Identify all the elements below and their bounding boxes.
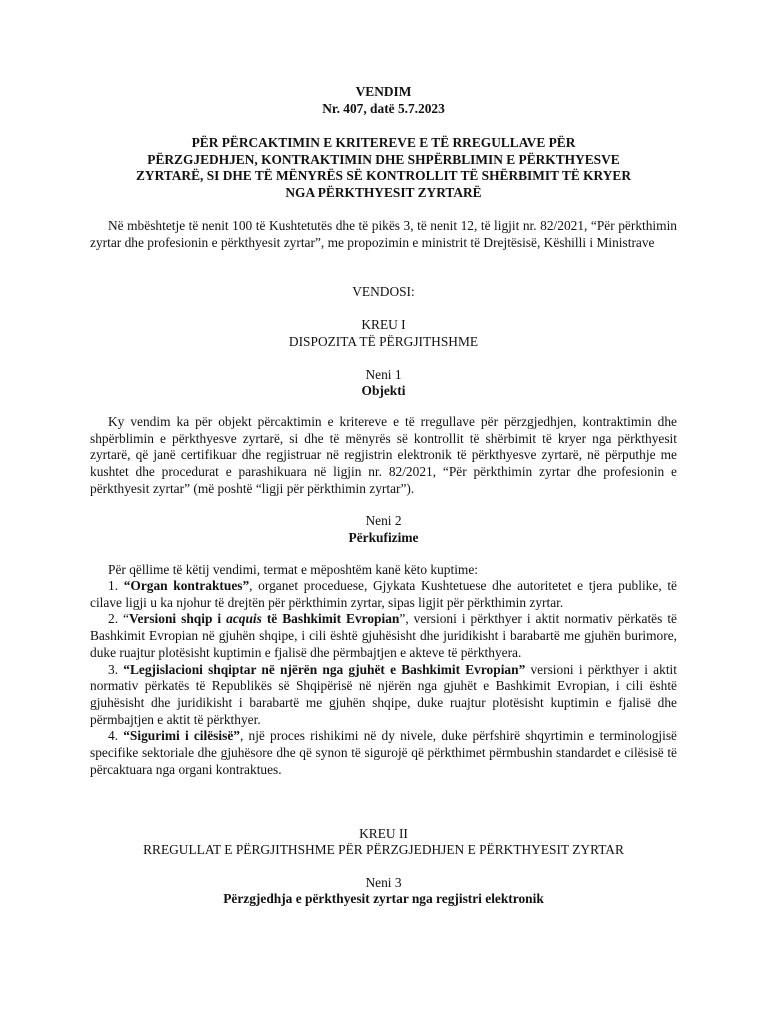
chapter-2-label: KREU II: [359, 826, 408, 841]
article-2-intro: Për qëllime të këtij vendimi, termat e mëposhtëm kanë këto kuptime:: [108, 562, 479, 577]
definition-text: , një proces rishikimi në dy nivele, duke përfshirë shqyrtimin e terminologjisë specifike sektoriale dhe gjuhësore dhe që synon të sigurojë që përkthimet përmbushin standardet e cilësisë të përcaktuara nga organi kontraktues.: [90, 728, 677, 777]
definition-text: , versioni i përkthyer i aktit normativ përkatës të Bashkimit Evropian në gjuhën shqipe, i cili është gjuhësisht dhe juridikisht i barabartë me gjuhën burimore, duke ruajtur plotësisht kuptimin e fjalisë dhe përmbajtjen e akteve të përkthyera.: [90, 611, 677, 660]
item-number: 2.: [108, 611, 119, 627]
article-1-title: Objekti: [361, 383, 406, 398]
defined-term: “Organ kontraktues”: [123, 578, 250, 593]
definition-item: [90, 578, 677, 611]
article-3-title: Përzgjedhja e përkthyesit zyrtar nga regjistri elektronik: [223, 891, 544, 906]
article-2-label: Neni 2: [365, 513, 402, 528]
defined-term: “Sigurimi i cilësisë”: [123, 728, 240, 744]
definition-item: [90, 662, 677, 729]
decision-number: Nr. 407, datë 5.7.2023: [322, 101, 445, 116]
decision-subject: [90, 135, 677, 202]
definition-item: 2. “Versioni shqip i acquis të Bashkimit Evropian”, versioni i përkthyer i aktit normativ përkatës të Bashkimit Evropian në gjuhën shqipe, i cili është gjuhësisht dhe juridikisht i barabartë me gjuhën burimore, duke ruajtur plotësisht kuptimin e fjalisë dhe përmbajtjen e akteve të përkthyera.: [90, 611, 677, 660]
article-2-title: Përkufizime: [348, 530, 419, 545]
definitions-list: [90, 578, 677, 778]
preamble: Në mbështetje të nenit 100 të Kushtetutës dhe të pikës 3, të nenit 12, të ligjit nr. 82/2021, “Për përkthimin zyrtar dhe profesionin e përkthyesit zyrtar”, me propozimin e ministrit të Drejtësisë, Këshilli i Ministrave: [90, 218, 677, 250]
defined-term: Versioni shqip i: [129, 611, 227, 627]
item-number: 1.: [108, 578, 119, 593]
subject-line: NGA PËRKTHYESIT ZYRTARË: [285, 185, 482, 201]
definition-text: , organet proceduese, Gjykata Kushtetuese dhe autoritetet e tjera publike, të cilave ligji u ka njohur të drejtën për përkthimin zyrtar, sipas ligjit për përkthimin zyrtar.: [90, 578, 677, 610]
defined-term: “Legjislacioni shqiptar në njërën nga gjuhët e Bashkimit Evropian”: [123, 661, 526, 677]
subject-line: PËRZGJEDHJEN, KONTRAKTIMIN DHE SHPËRBLIMIN E PËRKTHYESVE: [147, 151, 620, 167]
chapter-1-title: DISPOZITA TË PËRGJITHSHME: [288, 334, 479, 349]
item-number: 4.: [108, 728, 119, 744]
subject-line: PËR PËRCAKTIMIN E KRITEREVE E TË RREGULLAVE PËR: [191, 135, 576, 150]
item-number: 3.: [108, 661, 119, 677]
article-1-label: Neni 1: [365, 367, 402, 382]
chapter-1-label: KREU I: [361, 317, 406, 332]
decision-title: VENDIM: [355, 84, 412, 99]
subject-line: ZYRTARË, SI DHE TË MËNYRËS SË KONTROLLIT TË SHËRBIMIT TË KRYER: [135, 168, 632, 184]
article-3-label: Neni 3: [365, 875, 402, 890]
article-1-text: Ky vendim ka për objekt përcaktimin e kritereve e të rregullave për përzgjedhjen, kontraktimin dhe shpërblimin e përkthyesve zyrtarë, si dhe të mënyrës së kontrollit të shërbimit të kryer nga përkthyesit zyrtarë, që janë certifikuar dhe regjistruar në regjistrin elektronik të përkthyesve zyrtarë, në përputhje me kushtet dhe procedurat e parashikuara në ligjin nr. 82/2021, “Për përkthimin zyrtar dhe profesionin e përkthyesit zyrtar” (më poshtë “ligji për përkthimin zyrtar”).: [90, 414, 677, 496]
vendosi-heading: VENDOSI:: [352, 284, 415, 299]
chapter-2-title: RREGULLAT E PËRGJITHSHME PËR PËRZGJEDHJEN E PËRKTHYESIT ZYRTAR: [143, 842, 624, 857]
definition-item: [90, 728, 677, 778]
definition-text: versioni i përkthyer i aktit normativ përkatës të Republikës së Shqipërisë në njërën nga gjuhët e Bashkimit Evropian, i cili është gjuhësisht dhe juridikisht i barabartë me gjuhën shqipe, duke ruajtur plotësisht kuptimin e fjalisë dhe përmbajtjen e aktit të përkthyer.: [90, 661, 677, 727]
